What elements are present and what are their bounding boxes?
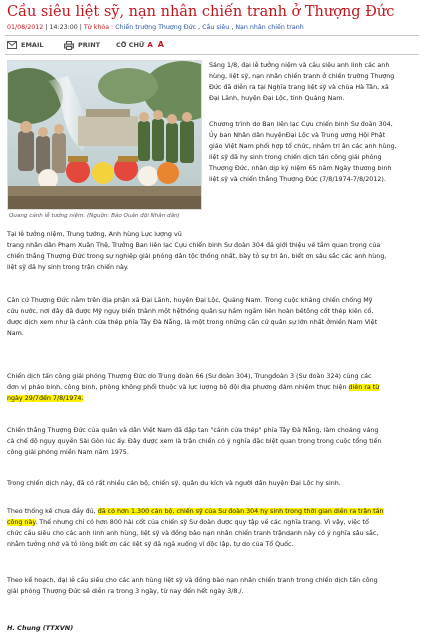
divider — [5, 35, 419, 36]
text-line: Nam. — [7, 330, 24, 337]
paragraph-victory — [7, 425, 421, 458]
article-meta: 01/08/2012 | 14:23:00 | Từ khóa : Chiến trường Thượng Đức , Cầu siêu , Nạn nhân chiến tranh — [7, 24, 304, 31]
text-line: Tại lễ tưởng niệm, Trung tướng, Anh hùng Lực lượng vũ — [7, 231, 182, 238]
text-line: công giải phóng miền Nam năm 1975. — [7, 449, 129, 456]
paragraph-plan — [7, 575, 421, 597]
highlighted-text: ngày 29/7đến 7/8/1974. — [7, 395, 84, 402]
font-decrease-button[interactable]: A — [147, 41, 153, 49]
divider — [5, 54, 419, 55]
text-line: Ủy ban Nhân dân huyệnĐại Lộc và Trung ương Hội Phật — [209, 132, 386, 139]
text-line: Theo kế hoạch, đại lễ cầu siêu cho các anh hùng liệt sỹ và đồng bào nạn nhân chiến tranh trong chiến dịch tấn công — [7, 577, 378, 584]
print-button[interactable] — [64, 39, 100, 51]
highlighted-text: công này — [7, 519, 36, 526]
text-line: công này. Thế nhưng chỉ có hơn 800 hài cốt của chiến sỹ Sư đoàn được quy tập về các nghĩa trang. Vì vậy, việc tổ — [7, 519, 369, 526]
envelope-icon — [7, 41, 17, 49]
paragraph-speech — [7, 229, 421, 273]
text-line: cả chế độ ngụy quyền Sài Gòn lúc ấy. Đây được xem là trận chiến có ý nghĩa đặc biệt quan trọng trong cuộc tổng tiến — [7, 438, 382, 445]
text-line: trang nhân dân Phạm Xuân Thệ, Trưởng Ban liên lạc Cựu chiến binh Sư đoàn 304 đã giới thiệu về tầm quan trọng của — [7, 242, 381, 249]
text-line: giáo Việt Nam phối hợp tổ chức, nhằm tri ân các anh hùng, — [209, 143, 397, 150]
text-line: Thượng Đức, nhân dịp kỷ niệm 65 năm Ngày thương binh — [209, 165, 392, 172]
text-line: giải phóng Thượng Đức sẽ diễn ra trong 3 ngày, từ nay đến hết ngày 3/8./. — [7, 588, 244, 595]
paragraph-intro — [209, 60, 421, 104]
publish-date: 01/08/2012 — [7, 24, 44, 31]
paragraph-statistics — [7, 506, 421, 550]
text-line: cứu nước, nơi đây đã được Mỹ ngụy biến thành một hệthống quân sự hầm ngầm liên hoàn bêtông cốt thép kiên cố, — [7, 308, 374, 315]
text-line: Đức đã diễn ra tại Nghĩa trang liệt sỹ và chùa Hà Tân, xã — [209, 84, 389, 91]
font-size-control — [116, 39, 164, 51]
text-line: hùng, liệt sỹ, nạn nhân chiến tranh ở chiến trường Thượng — [209, 73, 395, 80]
text-line: liệt sỹ và chiến thắng Thượng Đức (7/8/1974-7/8/2012). — [209, 176, 386, 183]
text-line: đơn vị pháo binh, công binh, phòng không phối thuộc và lực lượng bộ đội địa phương đảm nhiệm thực hiện diễn ra từ — [7, 384, 380, 391]
email-label: EMAIL — [21, 41, 44, 49]
tag-label: Từ khóa : — [83, 24, 114, 31]
tag-link-nan-nhan[interactable]: Nạn nhân chiến tranh — [235, 24, 304, 31]
text-line: Chương trình do Ban liên lạc Cựu chiến binh Sư đoàn 304, — [209, 121, 393, 128]
text-line: Chiến dịch tấn công giải phóng Thượng Đức do Trung đoàn 66 (Sư đoàn 304), Trungđoàn 3 (Sư đoàn 324) cùng các — [7, 373, 372, 380]
font-size-label: CỠ CHỮ — [116, 41, 145, 49]
text-line — [7, 393, 421, 404]
tag-link-chien-truong[interactable]: Chiến trường Thượng Đức — [115, 24, 197, 31]
text-line: chiến thắng Thượng Đức trong sự nghiệp giải phóng dân tộc thống nhất, bày tỏ sự tri ân, biết ơn sâu sắc các anh hùng, — [7, 253, 387, 260]
text-line: Căn cứ Thượng Đức nằm trên địa phận xã Đại Lãnh, huyện Đại Lộc, Quảng Nam. Trong cuộc kháng chiến chống Mỹ — [7, 297, 373, 304]
text-line: Trong chiến dịch này, đã có rất nhiều cán bộ, chiến sỹ, quân du kích và người dân huyện Đại Lộc hy sinh. — [7, 480, 341, 487]
text-line: chức cầu siêu cho các anh linh anh hùng, liệt sỹ và đồng bào nạn nhân chiến tranh trậndanh này có ý nghĩa sâu sắc, — [7, 530, 379, 537]
photo-caption: Quang cảnh lễ tưởng niệm. (Nguồn: Báo Quân đội Nhân dân) — [9, 213, 180, 219]
paragraph-campaign — [7, 371, 421, 404]
paragraph-organizers — [209, 119, 421, 185]
text-line: được dịch xem như là cánh cửa thép phía Tây Đà Nẵng, là một trong những căn cứ quân sự lớn nhất ởmiền Nam Việt — [7, 319, 378, 326]
article-photo — [7, 60, 202, 210]
text-line: Đại Lãnh, huyện Đại Lộc, tỉnh Quảng Nam. — [209, 95, 345, 102]
email-button[interactable] — [7, 39, 44, 51]
paragraph-sacrifice — [7, 478, 421, 489]
article-title: Cầu siêu liệt sỹ, nạn nhân chiến tranh ở Thượng Đức — [7, 4, 395, 20]
printer-icon — [64, 41, 74, 50]
publish-time: | 14:23:00 — [45, 24, 78, 31]
print-label: PRINT — [78, 41, 101, 49]
paragraph-base — [7, 295, 421, 339]
text-line: nhằm tưởng nhớ và tỏ lòng biết ơn các liệt sỹ đã ngã xuống vì độc lập, tự do của Tổ Quốc. — [7, 541, 294, 548]
text-line: Chiến thắng Thượng Đức của quân và dân Việt Nam đã đập tan "cánh cửa thép" phía Tây Đà Nẵng, làm choáng váng — [7, 427, 379, 434]
highlighted-text: đã có hơn 1.300 cán bộ, chiến sỹ của Sư đoàn 304 hy sinh trong thời gian diễn ra trận tấn — [97, 508, 384, 515]
highlighted-text: diễn ra từ — [348, 384, 380, 391]
tag-link-cau-sieu[interactable]: Cầu siêu — [202, 24, 230, 31]
text-line: liệt sỹ đã hy sinh trong trận chiến này. — [7, 264, 129, 271]
text-line: liệt sỹ đã hy sinh trong chiến dịch tấn công giải phóng — [209, 154, 382, 161]
text-line: Sáng 1/8, đại lễ tưởng niệm và cầu siêu anh linh các anh — [209, 62, 390, 69]
article-author: H. Chung (TTXVN) — [7, 624, 74, 632]
text-line: Theo thống kê chưa đầy đủ, đã có hơn 1.300 cán bộ, chiến sỹ của Sư đoàn 304 hy sinh trong thời gian diễn ra trận tấn — [7, 508, 384, 515]
font-increase-button[interactable]: A — [157, 40, 164, 49]
ceremony-photo-image — [8, 61, 202, 210]
